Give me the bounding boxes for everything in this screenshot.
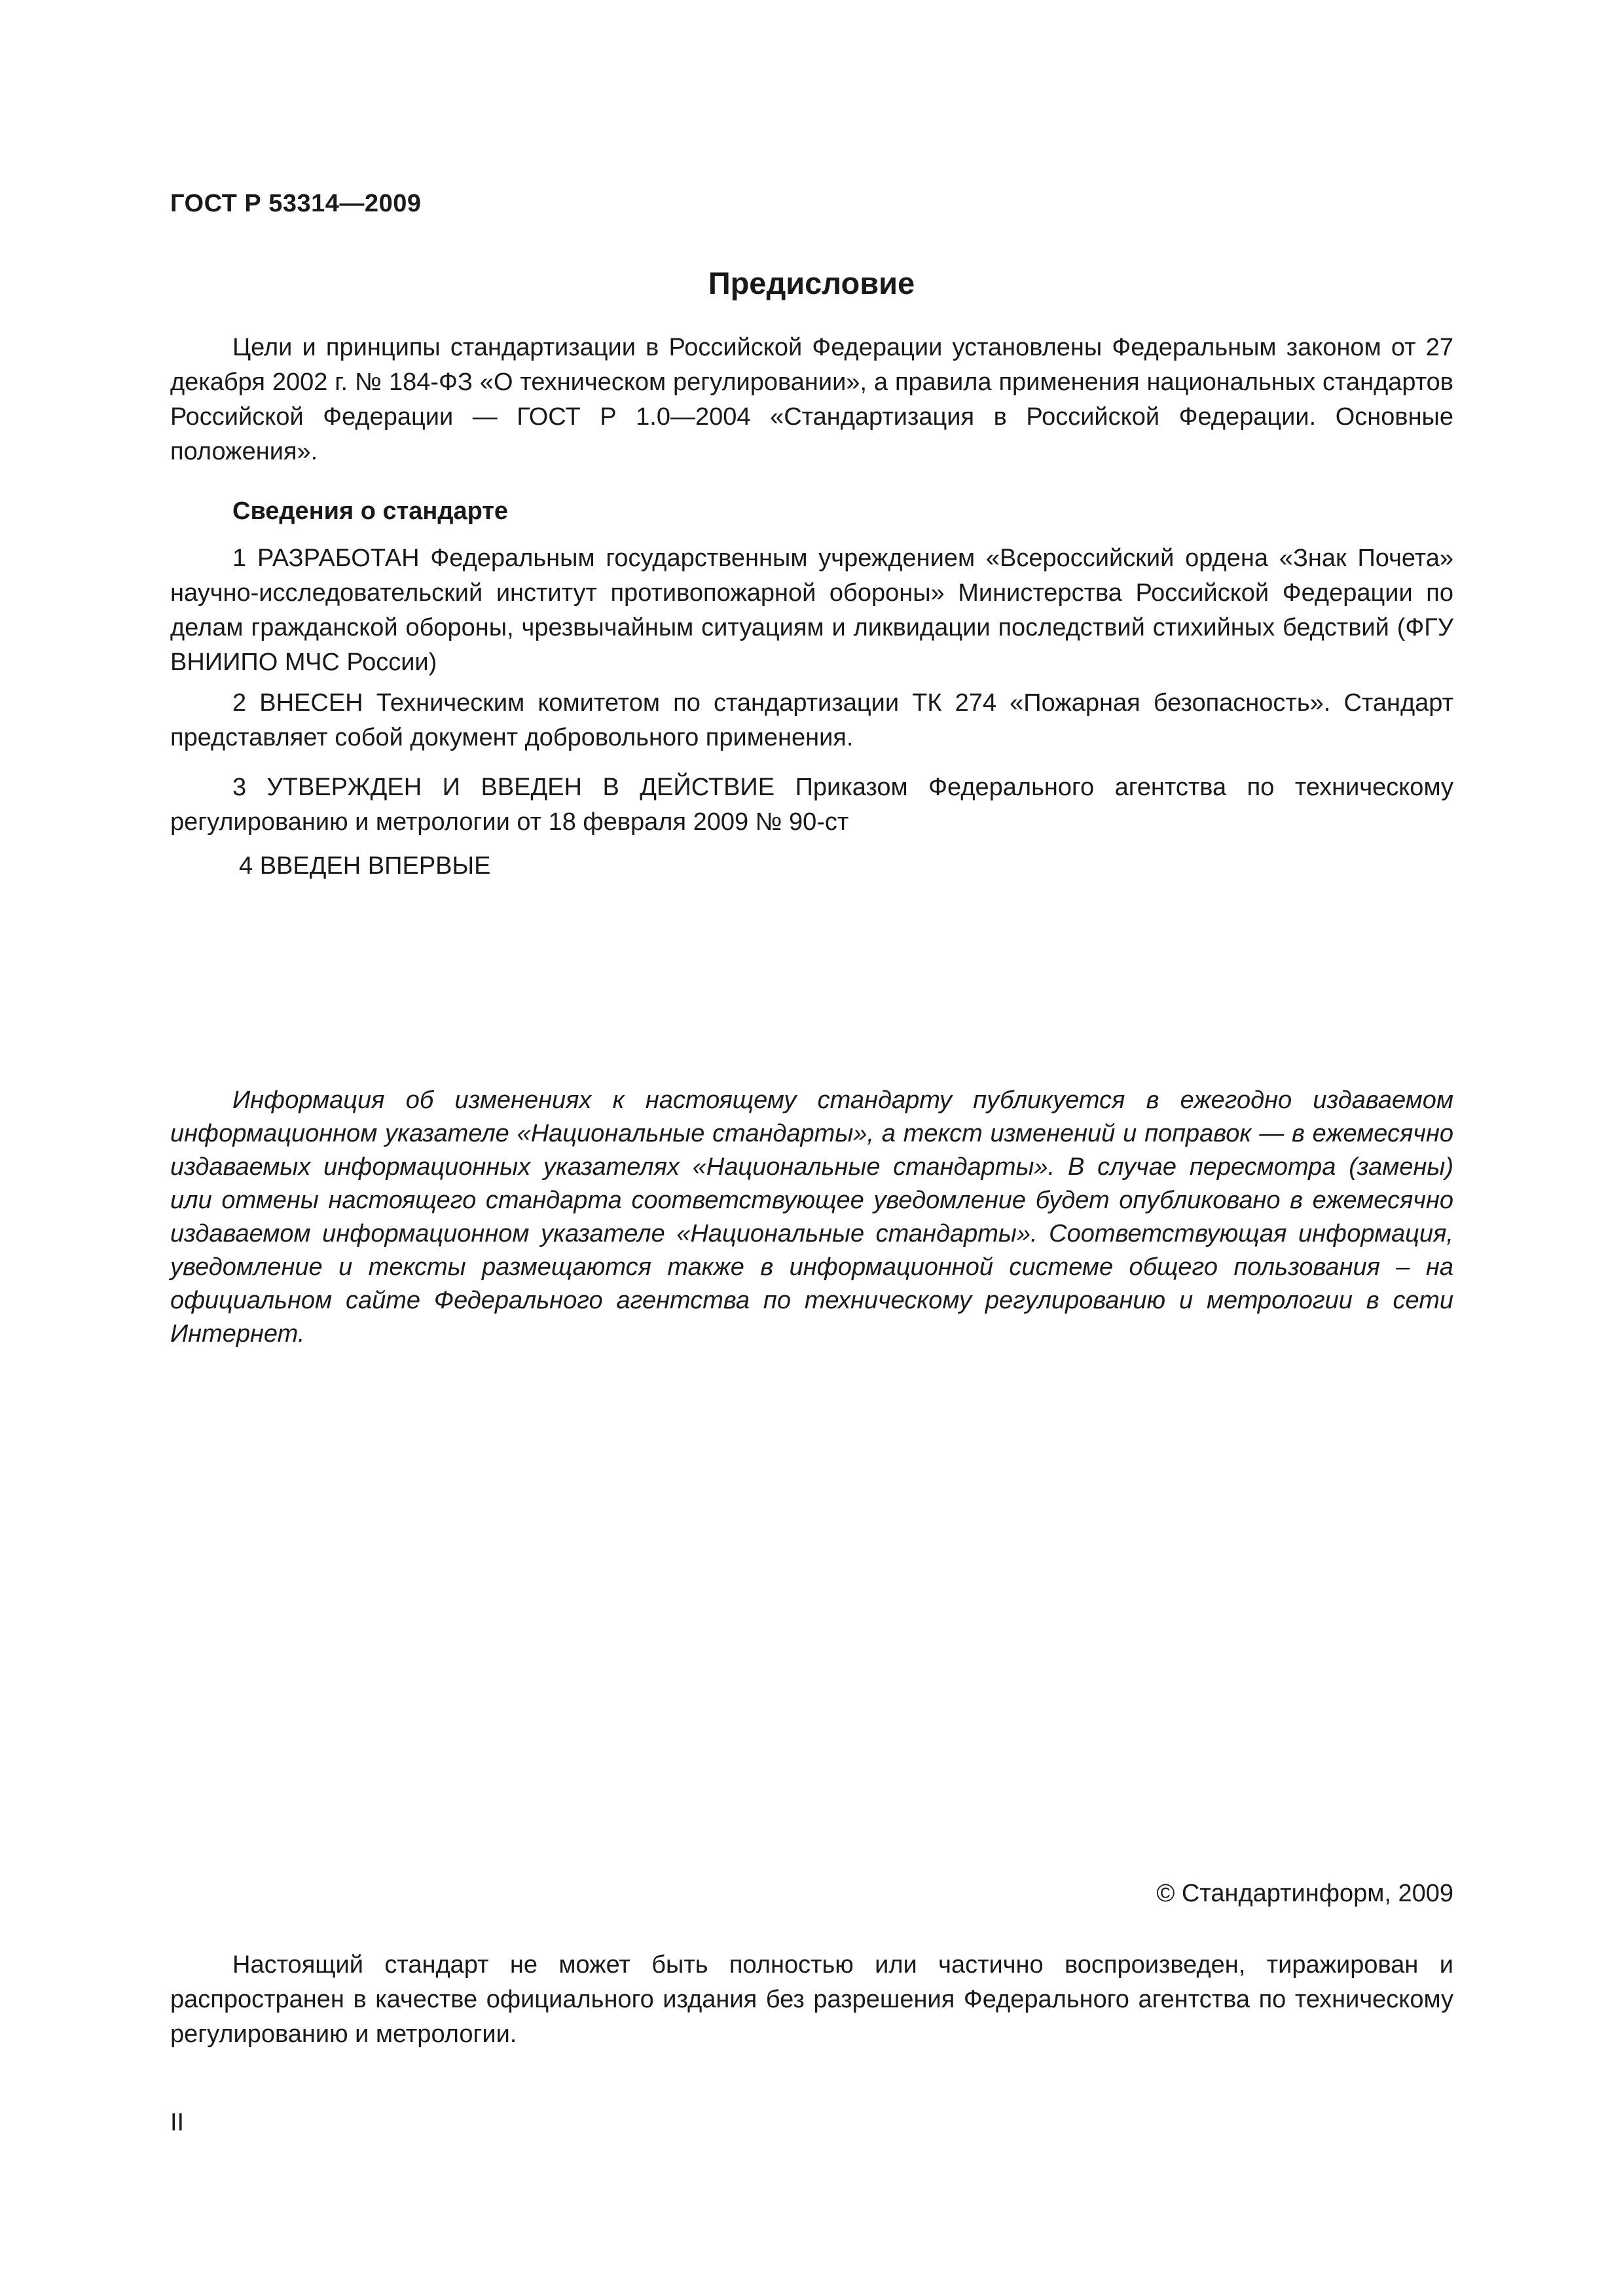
intro-paragraph: Цели и принципы стандартизации в Российской Федерации установлены Федеральным законом от 27 декабря 2002 г. № 184-ФЗ «О техническом регулировании», а правила применения национальных стандартов Российской Федерации — ГОСТ Р 1.0—2004 «Стандартизация в Российской Федерации. Основные положения». <box>170 334 1453 465</box>
section-title: Предисловие <box>708 266 915 300</box>
document-code: ГОСТ Р 53314—2009 <box>170 190 422 217</box>
info-item-1: 1 РАЗРАБОТАН Федеральным государственным учреждением «Всероссийский ордена «Знак Почета» научно-исследовательский институт противопожарной обороны» Министерства Российской Федерации по делам гражданской обороны, чрезвычайным ситуациям и ликвидации последствий стихийных бедствий (ФГУ ВНИИПО МЧС России) <box>170 545 1453 676</box>
copyright-line: © Стандартинформ, 2009 <box>1156 1880 1453 1907</box>
info-item-2: 2 ВНЕСЕН Техническим комитетом по стандартизации ТК 274 «Пожарная безопасность». Стандарт представляет собой документ добровольного применения. <box>170 689 1453 751</box>
change-notice: Информация об изменениях к настоящему стандарту публикуется в ежегодно издаваемом информационном указателе «Национальные стандарты», а текст изменений и поправок — в ежемесячно издаваемых информационных указателях «Национальные стандарты». В случае пересмотра (замены) или отмены настоящего стандарта соответствующее уведомление будет опубликовано в ежемесячно издаваемом информационном указателе «Национальные стандарты». Соответствующая информация, уведомление и тексты размещаются также в информационной системе общего пользования – на официальном сайте Федерального агентства по техническому регулированию и метрологии в сети Интернет. <box>170 1086 1453 1348</box>
info-item-4: 4 ВВЕДЕН ВПЕРВЫЕ <box>239 852 491 880</box>
info-item-3: 3 УТВЕРЖДЕН И ВВЕДЕН В ДЕЙСТВИЕ Приказом Федерального агентства по техническому регулированию и метрологии от 18 февраля 2009 № 90-ст <box>170 774 1453 836</box>
info-heading: Сведения о стандарте <box>232 497 509 525</box>
reproduction-notice: Настоящий стандарт не может быть полностью или частично воспроизведен, тиражирован и распространен в качестве официального издания без разрешения Федерального агентства по техническому регулированию и метрологии. <box>170 1951 1453 2048</box>
page-number: II <box>170 2109 185 2136</box>
